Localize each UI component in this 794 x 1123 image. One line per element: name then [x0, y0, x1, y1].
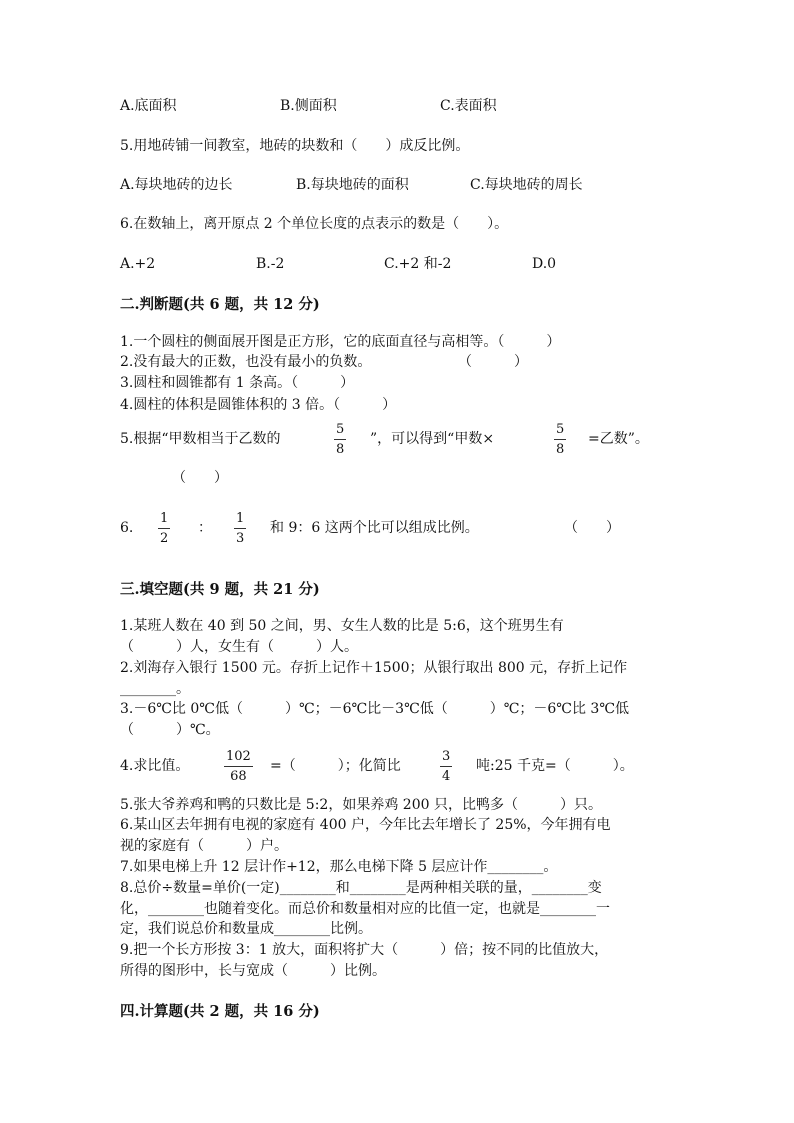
q5-option-b: B.每块地砖的面积: [296, 177, 409, 193]
fill-line-11: 8.总价÷数量=单价(一定)________和________是两种相关联的量，________变: [120, 880, 602, 896]
fraction-bar: [334, 439, 346, 440]
judge-item-5-paren: （ ）: [172, 470, 228, 486]
fill-line-7: 5.张大爷养鸡和鸭的只数比是 5:2，如果养鸡 200 只，比鸭多（ ）只。: [120, 797, 602, 813]
judge-item-5-fraction-2: [554, 422, 566, 457]
fraction-numerator: 5: [336, 422, 345, 437]
fraction-bar: [158, 528, 170, 529]
q6-option-b: B.-2: [256, 256, 285, 272]
fraction-denominator: 3: [236, 531, 245, 546]
fill-line-8: 6.某山区去年拥有电视的家庭有 400 户，今年比去年增长了 25%，今年拥有电: [120, 817, 611, 833]
fraction-numerator: 1: [236, 511, 245, 526]
q6-stem: 6.在数轴上，离开原点 2 个单位长度的点表示的数是（ ）。: [120, 216, 509, 232]
fill-q4-text-b: 吨:25 千克=（ ）。: [476, 758, 634, 774]
fill-line-10: 7.如果电梯上升 12 层计作+12，那么电梯下降 5 层应计作________。: [120, 859, 558, 875]
fraction-numerator: 3: [442, 749, 451, 764]
fill-line-3: 2.刘海存入银行 1500 元。存折上记作＋1500；从银行取出 800 元，存折上记作: [120, 660, 628, 676]
fraction-bar: [440, 766, 452, 767]
fill-line-12: 化，________也随着变化。而总价和数量相对应的比值一定，也就是________一: [120, 901, 610, 917]
q6-option-c: C.+2 和-2: [384, 256, 452, 272]
fill-line-13: 定，我们说总价和数量成________比例。: [120, 921, 372, 937]
judge-item-4: 4.圆柱的体积是圆锥体积的 3 倍。（ ）: [120, 397, 397, 413]
fill-q4-label: 4.求比值。: [120, 758, 190, 774]
fraction-numerator: 102: [226, 749, 251, 764]
fill-line-15: 所得的图形中，长与宽成（ ）比例。: [120, 963, 386, 979]
judge-item-2-paren: （ ）: [458, 354, 528, 370]
fill-line-4: ________。: [120, 681, 190, 697]
fraction-numerator: 5: [556, 422, 565, 437]
fill-line-1: 1.某班人数在 40 到 50 之间，男、女生人数的比是 5:6，这个班男生有: [120, 618, 564, 634]
fraction-bar: [224, 766, 253, 767]
fraction-denominator: 8: [336, 442, 345, 457]
fill-line-6: （ ）℃。: [120, 722, 220, 738]
section-4-title: 四.计算题(共 2 题，共 16 分): [120, 1003, 320, 1020]
q4-option-b: B.侧面积: [280, 98, 337, 114]
judge-item-5-text-b: ”，可以得到“甲数×: [370, 431, 495, 447]
judge-item-5-fraction-1: [334, 422, 346, 457]
q5-stem: 5.用地砖铺一间教室，地砖的块数和（ ）成反比例。: [120, 138, 470, 154]
fraction-numerator: 1: [160, 511, 169, 526]
judge-item-5-text-a: 5.根据“甲数相当于乙数的: [120, 431, 281, 447]
fraction-denominator: 8: [556, 442, 565, 457]
fill-line-14: 9.把一个长方形按 3：1 放大，面积将扩大（ ）倍；按不同的比值放大，: [120, 942, 609, 958]
fill-q4-fraction-1: [224, 749, 253, 784]
q4-option-c: C.表面积: [440, 98, 497, 114]
fill-q4-text-a: =（ ）；化简比: [270, 758, 401, 774]
fill-line-9: 视的家庭有（ ）户。: [120, 838, 288, 854]
q5-option-a: A.每块地砖的边长: [120, 177, 233, 193]
judge-item-3: 3.圆柱和圆锥都有 1 条高。（ ）: [120, 375, 355, 391]
judge-item-6-fraction-2: [234, 511, 246, 546]
judge-item-5-text-c: =乙数”。: [588, 431, 649, 447]
fill-line-5: 3.－6℃比 0℃低（ ）℃；－6℃比－3℃低（ ）℃；－6℃比 3℃低: [120, 701, 629, 717]
fraction-denominator: 4: [442, 769, 451, 784]
q6-option-d: D.0: [532, 256, 557, 272]
judge-item-6-text: 和 9：6 这两个比可以组成比例。: [270, 520, 479, 536]
q5-option-c: C.每块地砖的周长: [470, 177, 583, 193]
fraction-bar: [234, 528, 246, 529]
fill-line-2: （ ）人，女生有（ ）人。: [120, 639, 358, 655]
fraction-denominator: 2: [160, 531, 169, 546]
fraction-denominator: 68: [230, 769, 247, 784]
judge-item-2: 2.没有最大的正数，也没有最小的负数。: [120, 354, 372, 370]
fraction-bar: [554, 439, 566, 440]
judge-item-6-paren: （ ）: [564, 520, 620, 536]
q6-option-a: A.+2: [120, 256, 156, 272]
judge-item-6-colon: ：: [198, 520, 212, 536]
judge-item-6-label: 6.: [120, 520, 134, 536]
section-2-title: 二.判断题(共 6 题，共 12 分): [120, 296, 320, 313]
fill-q4-fraction-2: [440, 749, 452, 784]
section-3-title: 三.填空题(共 9 题，共 21 分): [120, 581, 320, 598]
judge-item-6-fraction-1: [158, 511, 170, 546]
judge-item-1: 1.一个圆柱的侧面展开图是正方形，它的底面直径与高相等。（ ）: [120, 334, 561, 350]
q4-option-a: A.底面积: [120, 98, 177, 114]
